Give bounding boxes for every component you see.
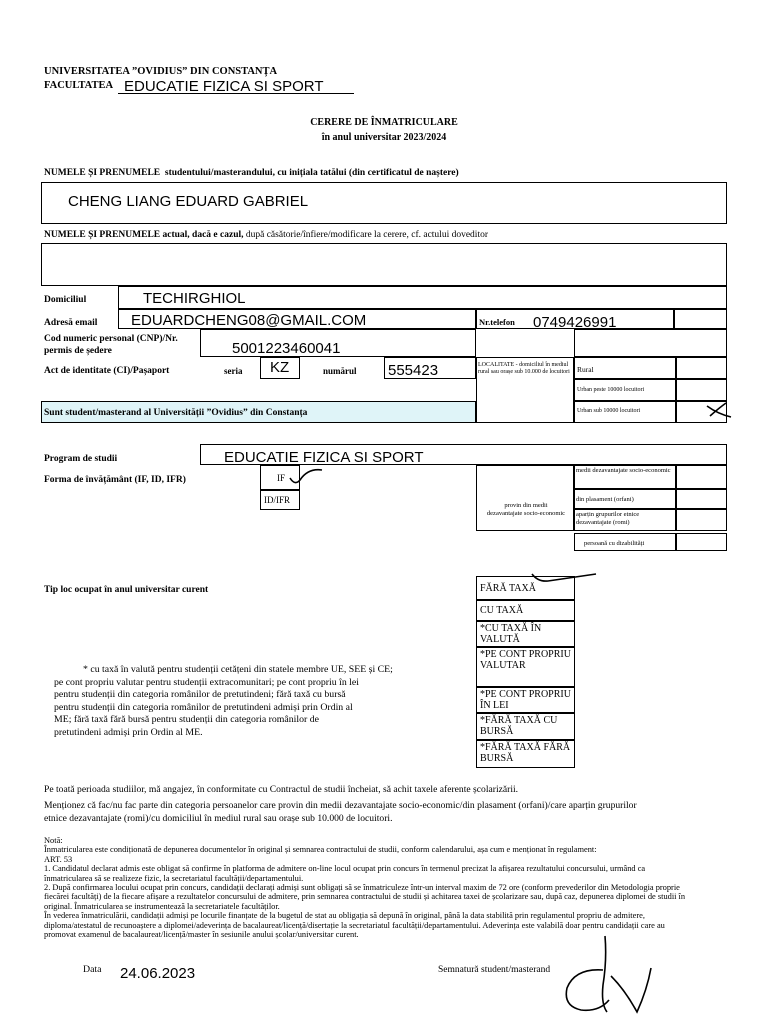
rural-label: Rural	[577, 365, 594, 374]
faculty-label: FACULTATEA	[44, 80, 114, 91]
opt4-label: persoană cu dizabilități	[584, 540, 645, 547]
place-option-valuta[interactable]: *CU TAXĂ ÎN VALUTĂ	[476, 621, 575, 647]
place-option-cont-propriu-lei[interactable]: *PE CONT PROPRIU ÎN LEI	[476, 687, 575, 713]
opt2-label: din plasament (orfani)	[576, 496, 634, 503]
cnp-side-cell	[574, 329, 727, 357]
opt4-check[interactable]	[676, 533, 727, 551]
payment-statement: Pe toată perioada studiilor, mă angajez, în conformitate cu Contractul de studii încheiat, să achit taxele aferente școlarizării.	[44, 784, 519, 795]
phone-extra-cell	[674, 309, 727, 329]
disadvantaged-cell	[476, 465, 574, 531]
current-name-field[interactable]	[41, 243, 727, 286]
form-title: CERERE DE ÎNMATRICULARE	[310, 117, 458, 128]
date-value[interactable]: 24.06.2023	[120, 965, 196, 982]
place-option-cont-propriu-valutar[interactable]: *PE CONT PROPRIU VALUTAR	[476, 647, 575, 687]
program-value[interactable]: EDUCATIE FIZICA SI SPORT	[224, 449, 424, 466]
form-id-label: ID/IFR	[264, 495, 291, 505]
student-statement: Sunt student/masterand al Universității ”Ovidius” din Constanța	[44, 408, 308, 418]
disadvantaged-label: provin din medii dezavantajate socio-economic	[486, 502, 566, 517]
email-label: Adresă email	[44, 318, 98, 328]
urban-over-check[interactable]	[676, 379, 727, 401]
place-option-fara-taxa-cu-bursa[interactable]: *FĂRĂ TAXĂ CU BURSĂ	[476, 713, 575, 740]
place-option-fara-taxa[interactable]: FĂRĂ TAXĂ	[476, 576, 575, 600]
opt1-label: medii dezavantajate socio-economic	[576, 467, 671, 474]
place-type-footnote: * cu taxă în valută pentru studenții cetățeni din statele membre UE, SEE și CE; pe cont propriu valutar pentru studenții extracomunitari; pe cont propriu în lei pentru studenții din categoria românilor de pretutindeni; fără taxă cu bursă pentru studenții din categoria românilor de pretutindeni admiși prin Ordin al ME; fără taxă fără bursă pentru studenții din categoria românilor de pretutindeni admiși prin Ordin al ME.	[54, 664, 393, 738]
place-option-cu-taxa[interactable]: CU TAXĂ	[476, 600, 575, 621]
signature-label: Semnatură student/masterand	[438, 965, 551, 975]
signature-icon	[555, 930, 665, 1020]
current-name-label: NUMELE ȘI PRENUMELE actual, dacă e cazul, după căsătorie/înfiere/modificare la cerere, cf. actului doveditor	[44, 230, 488, 240]
urban-under-x-mark-icon	[704, 400, 734, 420]
notes-block: Notă: Înmatricularea este condiționată de depunerea documentelor în original și semnarea contractului de studii, conform calendarului, așa cum e menționat în regulament: ART. 53 1. Candidatul declarat admis este obligat să confirme în platforma de admitere on-line locul ocupat prin concurs în termenul precizat la afișarea rezultatului concursului, urmând ca înmatricularea să se realizeze fizic, la secretariatul facultății/departamentului. 2. După confirmarea locului ocupat prin concurs, candidații declarați admiși sunt obligați să se înmatriculeze într-un interval maxim de 72 ore (conform prevederilor din Metodologia proprie fiecărei facultăți) de la fiecare afișare a rezultatelor concursului de admitere, prin semnarea contractului de studii și achitarea taxei de școlarizare sau, după caz, depunerea diplomei de studii în original. Înmatricularea se instrumentează la secretariatele facultăților. În vederea înmatriculării, candidații admiși pe locurile finanțate de la bugetul de stat au obligația să depună în original, până la data stabilită prin regulamentul propriu de admitere, diploma/atestatul de recunoaștere a diplomei/adeverința de bacalaureat/licență/disertație la secretariatul facultății/departamentului. Adeverința este valabilă doar pentru candidații care au promovat examenul de bacalaureat/licență/master în sesiunile anului școlar/universitar curent.	[44, 836, 686, 940]
form-label: Forma de învățământ (IF, ID, IFR)	[44, 475, 186, 485]
faculty-value[interactable]: EDUCATIE FIZICA SI SPORT	[124, 78, 324, 95]
name-value[interactable]: CHENG LIANG EDUARD GABRIEL	[68, 193, 309, 210]
cnp-value[interactable]: 5001223460041	[232, 340, 341, 357]
form-if-label: IF	[277, 473, 286, 483]
opt3-check[interactable]	[676, 509, 727, 531]
domicile-label: Domiciliul	[44, 295, 87, 305]
category-statement: Menționez că fac/nu fac parte din categoria persoanelor care provin din medii dezavantajate socio-economic/din plasament (orfani)/care aparțin grupurilor etnice dezavantajate (romi)/cu domiciliul în mediul rural sau orașe sub 10.000 de locuitori.	[44, 800, 637, 824]
cnp-label: Cod numeric personal (CNP)/Nr. permis de ședere	[44, 334, 178, 356]
name-label: NUMELE ȘI PRENUMELE studentului/masterandului, cu inițiala tatălui (din certificatul de naștere)	[44, 168, 459, 178]
series-label: seria	[224, 366, 243, 376]
urban-over-label: Urban peste 10000 locuitori	[577, 387, 645, 393]
locality-note: LOCALITATE - domiciliul în mediul rural sau orașe sub 10.000 de locuitori	[478, 362, 570, 375]
opt1-check[interactable]	[676, 465, 727, 489]
date-label: Data	[83, 964, 102, 975]
phone-label: Nr.telefon	[479, 317, 515, 327]
phone-value[interactable]: 0749426991	[533, 314, 617, 331]
form-if-check-mark-icon	[288, 464, 324, 488]
rural-check[interactable]	[676, 357, 727, 379]
university-name: UNIVERSITATEA ”OVIDIUS” DIN CONSTANȚA	[44, 66, 278, 77]
program-label: Program de studii	[44, 454, 118, 464]
domicile-value[interactable]: TECHIRGHIOL	[143, 290, 246, 307]
academic-year: în anul universitar 2023/2024	[321, 132, 447, 143]
number-value[interactable]: 555423	[388, 362, 439, 379]
place-type-label: Tip loc ocupat în anul universitar curent	[44, 585, 209, 595]
id-label: Act de identitate (CI)/Pașaport	[44, 366, 170, 376]
place-option-fara-taxa-fara-bursa[interactable]: *FĂRĂ TAXĂ FĂRĂ BURSĂ	[476, 740, 575, 768]
opt2-check[interactable]	[676, 489, 727, 509]
opt3-label: aparțin grupurilor etnice dezavantajate (romi)	[576, 511, 640, 526]
email-value[interactable]: EDUARDCHENG08@GMAIL.COM	[131, 312, 367, 329]
fara-taxa-check-mark-icon	[530, 570, 600, 590]
urban-under-label: Urban sub 10000 locuitori	[577, 408, 641, 414]
series-value[interactable]: KZ	[270, 359, 290, 376]
number-label: numărul	[323, 366, 357, 376]
